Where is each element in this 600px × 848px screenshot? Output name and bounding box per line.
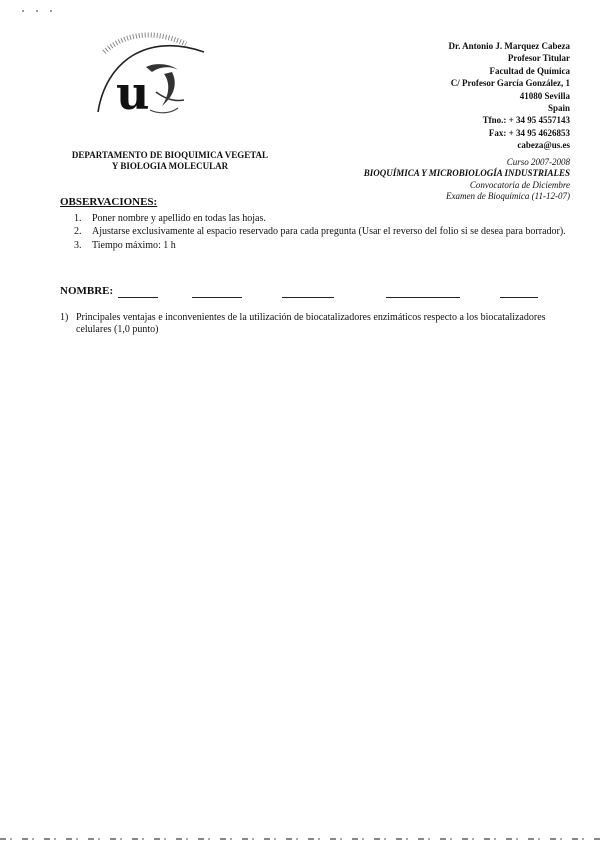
contact-position: Profesor Titular: [507, 53, 570, 64]
observation-number: 1.: [74, 213, 82, 224]
question-text: Principales ventajas e inconvenientes de la utilización de biocatalizadores enzimáticos respecto a los biocatalizadores celulares (1,0 punto): [76, 312, 546, 335]
name-blank-1[interactable]: [118, 296, 158, 298]
observation-text: Ajustarse exclusivamente al espacio reservado para cada pregunta (Usar el reverso del folio si se desea para borrador).: [92, 225, 566, 237]
name-blank-3[interactable]: [282, 296, 334, 298]
observation-item: [74, 213, 574, 225]
question-item: [60, 312, 560, 336]
observation-text: Poner nombre y apellido en todas las hojas.: [92, 213, 266, 224]
name-blank-4[interactable]: [386, 296, 460, 298]
course-exam: Examen de Bioquímica (11-12-07): [445, 191, 570, 202]
contact-email: cabeza@us.es: [517, 140, 570, 151]
contact-city: 41080 Sevilla: [519, 90, 570, 101]
observations-list: [74, 213, 574, 253]
observation-number: 2.: [74, 225, 82, 237]
contact-phone: Tfno.: + 34 95 4557143: [482, 115, 570, 126]
logo-letter: u: [116, 66, 150, 120]
contact-street: C/ Profesor García González, 1: [450, 78, 570, 89]
observation-number: 3.: [74, 240, 82, 251]
contact-country: Spain: [547, 103, 570, 114]
department-line: DEPARTAMENTO DE BIOQUIMICA VEGETAL: [71, 150, 269, 160]
name-blank-5[interactable]: [500, 296, 538, 298]
department-name: [60, 150, 280, 172]
scan-speck: [22, 10, 62, 12]
contact-name: Dr. Antonio J. Marquez Cabeza: [448, 41, 570, 51]
department-line: Y BIOLOGIA MOLECULAR: [111, 161, 229, 171]
observation-item: [74, 226, 574, 238]
scan-border-artifact: [0, 838, 600, 840]
course-info: [270, 157, 570, 203]
course-year: Curso 2007-2008: [506, 157, 570, 167]
course-call: Convocatoria de Diciembre: [469, 179, 570, 190]
course-subject: BIOQUÍMICA Y MICROBIOLOGÍA INDUSTRIALES: [363, 168, 570, 179]
name-label: NOMBRE:: [60, 285, 114, 297]
observation-item: [74, 240, 574, 252]
contact-fax: Fax: + 34 95 4626853: [488, 127, 570, 138]
university-logo: [86, 22, 226, 132]
name-blank-2[interactable]: [192, 296, 242, 298]
observations-title: OBSERVACIONES:: [60, 196, 158, 208]
question-number: 1): [60, 312, 69, 323]
observation-text: Tiempo máximo: 1 h: [92, 240, 176, 251]
contact-block: [330, 40, 570, 152]
contact-faculty: Facultad de Química: [489, 65, 570, 76]
university-seal-icon: [86, 22, 226, 132]
name-field: [60, 285, 560, 297]
